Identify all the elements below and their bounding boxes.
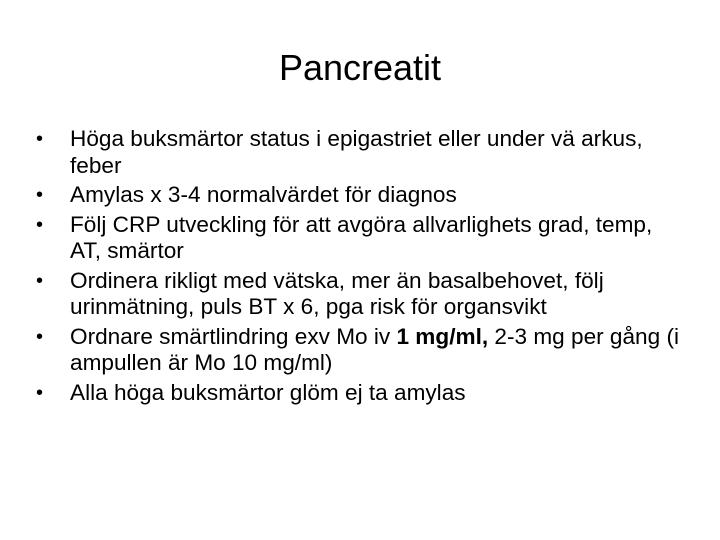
bullet-text: Alla höga buksmärtor glöm ej ta amylas	[70, 379, 466, 405]
bullet-text-after: 2-3 mg per gång (i ampullen är Mo 10 mg/ml)	[70, 323, 680, 375]
bullet-text-before: Ordnare smärtlindring exv Mo iv	[70, 323, 397, 349]
bullet-text: Ordinera rikligt med vätska, mer än basalbehovet, följ urinmätning, puls BT x 6, pga risk för organsvikt	[70, 267, 604, 319]
bullet-item-6	[36, 380, 686, 407]
bullet-text: Amylas x 3-4 normalvärdet för diagnos	[70, 182, 457, 207]
bullet-item-4	[36, 268, 686, 321]
bullet-icon: •	[36, 381, 44, 404]
bullet-item-1	[36, 126, 686, 179]
bullet-icon: •	[36, 325, 44, 348]
bullet-item-3	[36, 212, 686, 265]
slide-title: Pancreatit	[278, 47, 442, 88]
bullet-item-5	[36, 324, 686, 377]
bullet-icon: •	[36, 269, 44, 292]
bullet-icon: •	[36, 213, 44, 236]
bullet-text	[70, 324, 679, 376]
bullet-text: Följ CRP utveckling för att avgöra allvarlighets grad, temp, AT, smärtor	[70, 211, 653, 263]
bullet-icon: •	[36, 184, 44, 206]
bullet-text-bold: 1 mg/ml,	[396, 323, 489, 349]
bullet-text: Höga buksmärtor status i epigastriet eller under vä arkus, feber	[70, 126, 643, 178]
bullet-list	[36, 126, 686, 409]
bullet-item-2	[36, 182, 686, 209]
bullet-icon: •	[36, 128, 44, 150]
